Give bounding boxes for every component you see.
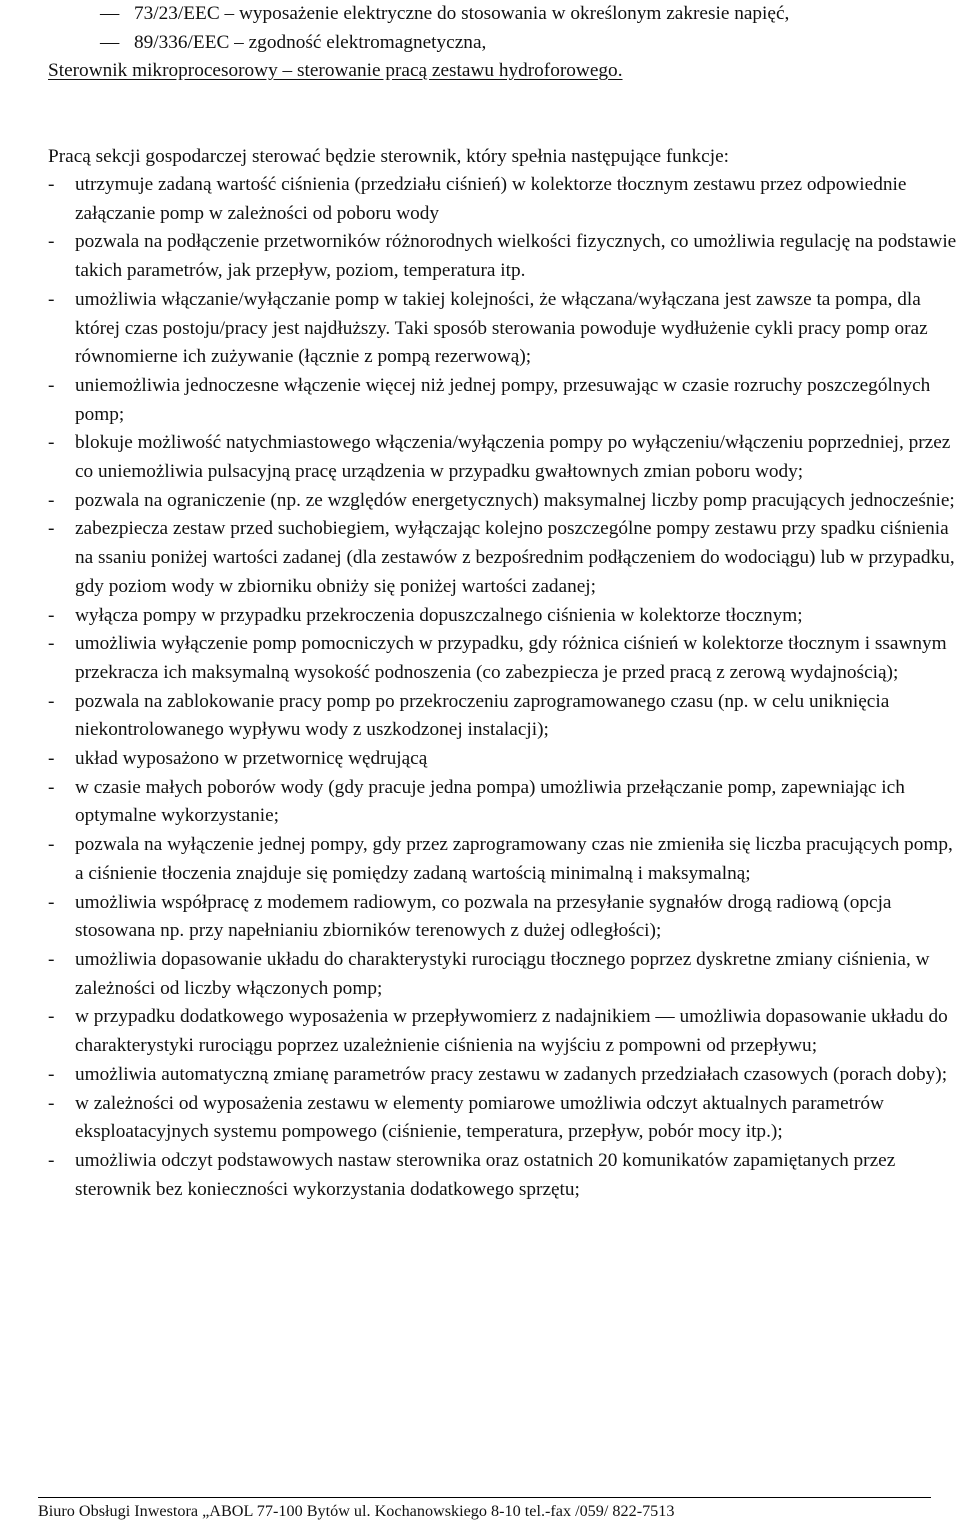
- function-text: umożliwia wyłączenie pomp pomocniczych w przypadku, gdy różnica ciśnień w kolektorze tłocznym i ssawnym przekracza ich maksymalną wysokość podnoszenia (co zabezpiecza je przed pracą z zerową wydajnością);: [75, 633, 947, 683]
- function-item: [48, 630, 960, 687]
- function-item: [48, 1003, 960, 1060]
- function-text: pozwala na ograniczenie (np. ze względów energetycznych) maksymalnej liczby pomp pracujących jednocześnie;: [75, 489, 955, 511]
- list-bullet: -: [48, 1149, 55, 1171]
- list-bullet: -: [48, 948, 55, 970]
- function-item: [48, 831, 960, 888]
- directive-text: 89/336/EEC – zgodność elektromagnetyczna,: [134, 31, 487, 53]
- function-item: [48, 1090, 960, 1147]
- function-text: umożliwia współpracę z modemem radiowym, co pozwala na przesyłanie sygnałów drogą radiową (opcja stosowana np. przy napełnianiu zbiorników terenowych z dużej odległości);: [75, 891, 892, 942]
- function-text: w przypadku dodatkowego wyposażenia w przepływomierz z nadajnikiem — umożliwia dopasowanie układu do charakterystyki rurociągu poprzez uzależnienie ciśnienia na wyjściu z pompowni od przepływu;: [75, 1006, 948, 1057]
- directive-dash: —: [100, 31, 120, 53]
- section-heading: Sterownik mikroprocesorowy – sterowanie pracą zestawu hydroforowego.: [48, 60, 623, 81]
- directive-dash: —: [100, 3, 120, 24]
- list-bullet: -: [48, 604, 55, 626]
- list-bullet: -: [48, 489, 55, 511]
- function-item: [48, 429, 960, 486]
- directive-text: 73/23/EEC – wyposażenie elektryczne do stosowania w określonym zakresie napięć,: [134, 3, 790, 24]
- function-text: pozwala na wyłączenie jednej pompy, gdy przez zaprogramowany czas nie zmieniła się liczba pracujących pomp, a ciśnienie tłoczenia znajduje się pomiędzy zadaną wartością minimalną i maksymalną;: [75, 834, 953, 884]
- list-bullet: -: [48, 633, 55, 655]
- function-item: [48, 487, 960, 516]
- function-text: umożliwia automatyczną zmianę parametrów pracy zestawu w zadanych przedziałach czasowych (porach doby);: [75, 1063, 948, 1085]
- list-bullet: -: [48, 518, 55, 540]
- list-bullet: -: [48, 374, 55, 396]
- function-item: [48, 372, 960, 429]
- list-bullet: -: [48, 690, 55, 712]
- function-text: pozwala na podłączenie przetworników różnorodnych wielkości fizycznych, co umożliwia regulację na podstawie takich parametrów, jak przepływ, poziom, temperatura itp.: [75, 231, 957, 282]
- function-text: pozwala na zablokowanie pracy pomp po przekroczeniu zaprogramowanego czasu (np. w celu uniknięcia niekontrolowanego wypływu wody z uszkodzonej instalacji);: [75, 690, 890, 741]
- list-bullet: -: [48, 1092, 55, 1114]
- list-bullet: -: [48, 748, 55, 770]
- list-bullet: -: [48, 891, 55, 913]
- list-bullet: -: [48, 1063, 55, 1085]
- list-bullet: -: [48, 174, 55, 195]
- intro-paragraph: Pracą sekcji gospodarczej sterować będzie sterownik, który spełnia następujące funkcje:: [48, 146, 730, 167]
- function-text: umożliwia dopasowanie układu do charakterystyki rurociągu tłocznego poprzez dyskretne zmiany ciśnienia, w zależności od liczby włączonych pomp;: [75, 948, 930, 999]
- function-text: w zależności od wyposażenia zestawu w elementy pomiarowe umożliwia odczyt aktualnych parametrów eksploatacyjnych systemu pompowego (ciśnienie, temperatura, przepływ, pobór mocy itp.);: [75, 1092, 884, 1143]
- function-item: [48, 1147, 960, 1204]
- function-text: utrzymuje zadaną wartość ciśnienia (przedziału ciśnień) w kolektorze tłocznym zestawu przez odpowiednie załączanie pomp w zależności od poboru wody: [75, 174, 907, 224]
- function-text: umożliwia włączanie/wyłączanie pomp w takiej kolejności, że włączana/wyłączana jest zawsze ta pompa, dla której czas postoju/pracy jest najdłuższy. Taki sposób sterowania powoduje wydłużenie cykli pracy pomp oraz równomierne ich zużywanie (łącznie z pompą rezerwową);: [75, 288, 928, 368]
- list-bullet: -: [48, 288, 55, 310]
- function-text: w czasie małych poborów wody (gdy pracuje jedna pompa) umożliwia przełączanie pomp, zapewniając ich optymalne wykorzystanie;: [75, 776, 905, 827]
- function-item: [48, 1061, 960, 1090]
- function-item: [48, 515, 960, 601]
- function-item: [48, 602, 960, 631]
- function-text: uniemożliwia jednoczesne włączenie więcej niż jednej pompy, przesuwając w czasie rozruchy poszczególnych pomp;: [75, 374, 931, 425]
- function-item: [48, 228, 960, 285]
- function-item: [48, 286, 960, 372]
- directive-list: [100, 0, 950, 57]
- function-text: wyłącza pompy w przypadku przekroczenia dopuszczalnego ciśnienia w kolektorze tłocznym;: [75, 604, 803, 626]
- function-item: [48, 946, 960, 1003]
- list-bullet: -: [48, 1006, 55, 1028]
- list-bullet: -: [48, 432, 55, 454]
- footer-divider: [38, 1497, 931, 1498]
- list-bullet: -: [48, 231, 55, 253]
- directive-item: [100, 0, 950, 29]
- page-footer: Biuro Obsługi Inwestora „ABOL 77-100 Bytów ul. Kochanowskiego 8-10 tel.-fax /059/ 822-7513: [38, 1502, 675, 1520]
- list-bullet: -: [48, 776, 55, 798]
- list-bullet: -: [48, 834, 55, 856]
- function-text: blokuje możliwość natychmiastowego włączenia/wyłączenia pompy po wyłączeniu/włączeniu poprzedniej, przez co uniemożliwia pulsacyjną pracę urządzenia w przypadku gwałtownych zmian poboru wody;: [75, 432, 951, 483]
- function-item: [48, 745, 960, 774]
- function-item: [48, 774, 960, 831]
- functions-list: [48, 171, 960, 1204]
- function-text: zabezpiecza zestaw przed suchobiegiem, wyłączając kolejno poszczególne pompy zestawu przy spadku ciśnienia na ssaniu poniżej wartości zadanej (dla zestawów z bezpośrednim podłączeniem do wodociągu) lub w przypadku, gdy poziom wody w zbiorniku obniży się poniżej wartości zadanej;: [75, 518, 955, 597]
- function-text: umożliwia odczyt podstawowych nastaw sterownika oraz ostatnich 20 komunikatów zapamiętanych przez sterownik bez konieczności wykorzystania dodatkowego sprzętu;: [75, 1149, 896, 1200]
- function-item: [48, 171, 960, 228]
- function-item: [48, 688, 960, 745]
- function-item: [48, 889, 960, 946]
- function-text: układ wyposażono w przetwornicę wędrującą: [75, 748, 428, 770]
- directive-item: [100, 29, 950, 58]
